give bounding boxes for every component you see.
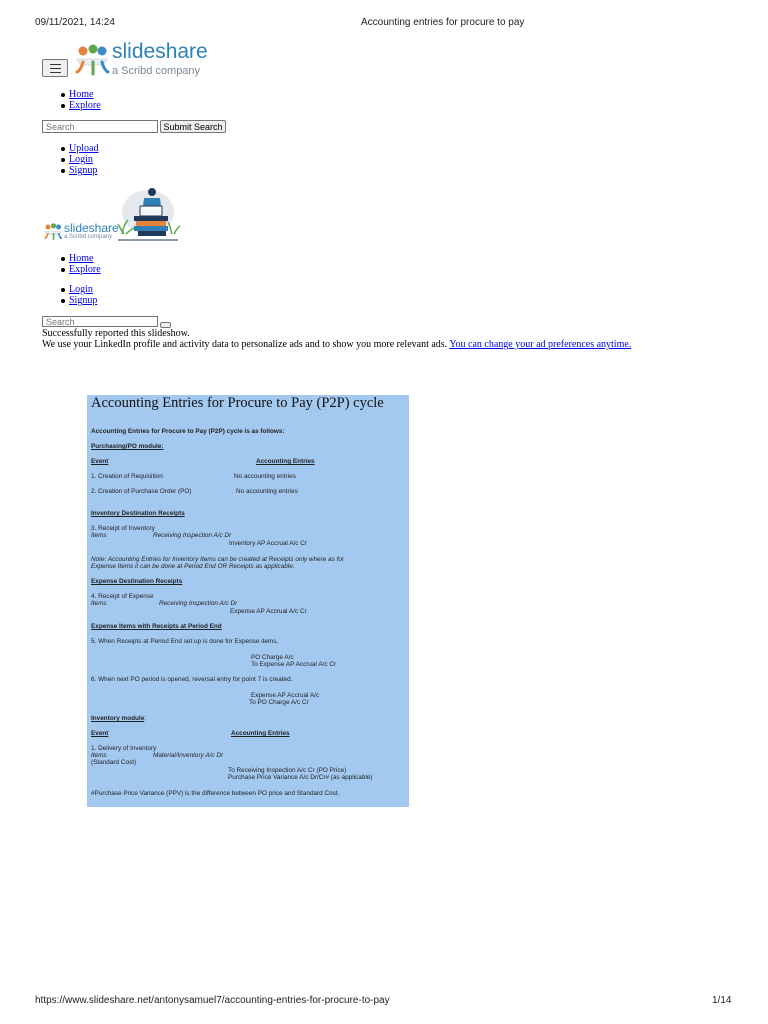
entry-items: Items — [91, 752, 107, 759]
nav-item-home — [42, 89, 101, 100]
entry-credit: Expense AP Accrual A/c Cr — [230, 608, 307, 615]
signup-link-secondary[interactable]: Signup — [69, 295, 98, 306]
nav-item-explore — [42, 100, 101, 111]
note-text: Expense Items it can be done at Period End OR Receipts as applicable. — [91, 563, 295, 570]
entry-event: 1. Creation of Requisition — [91, 473, 163, 480]
col-header-event: Event — [91, 458, 109, 465]
entry-items: Items — [91, 532, 107, 539]
entry-event: 3. Receipt of Inventory — [91, 525, 155, 532]
note-text: Note: Accounting Entries for Inventory Items can be created at Receipts only where as for — [91, 556, 345, 563]
entry-credit: Purchase Price Variance A/c Dr/Cr# (as applicable) — [228, 774, 373, 781]
upload-link[interactable]: Upload — [69, 143, 99, 154]
entry-note: (Standard Cost) — [91, 759, 137, 766]
report-confirmation: Successfully reported this slideshow. — [42, 328, 190, 339]
nav-link-home[interactable]: Home — [69, 89, 94, 100]
nav-link-home-secondary[interactable]: Home — [69, 253, 94, 264]
slide-title: Accounting Entries for Procure to Pay (P2P) cycle — [91, 395, 384, 411]
slideshare-logo-icon — [73, 42, 111, 78]
col-header-entries: Accounting Entries — [231, 730, 290, 737]
ad-preferences-link[interactable]: You can change your ad preferences anytime. — [449, 339, 632, 350]
section-heading-text: Inventory module — [91, 715, 145, 722]
slide-intro: Accounting Entries for Procure to Pay (P2P) cycle is as follows: — [91, 428, 285, 435]
entry-debit: Receiving Inspection A/c Dr — [153, 532, 232, 539]
entry-debit: Material/Inventory A/c Dr — [153, 752, 224, 759]
entry-debit: PO Charge A/c — [251, 654, 294, 661]
entry-debit: Receiving Inspection A/c Dr — [159, 600, 238, 607]
nav-item-explore — [42, 264, 101, 275]
nav-item-signup — [42, 165, 98, 176]
entry-event: 5. When Receipts at Period End set up is done for Expense items, — [91, 638, 279, 645]
nav-link-explore-secondary[interactable]: Explore — [69, 264, 101, 275]
print-page-count: 1/14 — [712, 995, 732, 1006]
ads-notice-text: We use your LinkedIn profile and activity data to personalize ads and to show you more relevant ads. — [42, 339, 448, 350]
logo-tagline-small: a Scribd company — [64, 234, 113, 240]
secondary-account-nav — [42, 284, 97, 306]
section-heading — [91, 715, 146, 722]
ppv-note: #Purchase Price Variance (PPV) is the difference between PO price and Standard Cost. — [91, 790, 340, 797]
entry-credit: Inventory AP Accrual A/c Cr — [229, 540, 308, 547]
entry-debit: Expense AP Accrual A/c — [251, 692, 320, 699]
section-heading: Expense Items with Receipts at Period End — [91, 623, 222, 630]
submit-search-button[interactable]: Submit Search — [160, 120, 226, 133]
reading-person-illustration — [112, 184, 182, 244]
ads-notice — [42, 339, 631, 350]
logo-wordmark: slideshare — [112, 40, 208, 63]
col-header-event: Event — [91, 730, 109, 737]
nav-item-login — [42, 154, 98, 165]
slideshare-logo-icon — [42, 222, 64, 242]
nav-item-login — [42, 284, 97, 295]
col-header-entries: Accounting Entries — [256, 458, 315, 465]
nav-item-signup — [42, 295, 97, 306]
logo-tagline: a Scribd company — [112, 65, 201, 77]
print-url: https://www.slideshare.net/antonysamuel7/accounting-entries-for-procure-to-pay — [35, 995, 390, 1006]
entry-event: 6. When next PO period is opened, reversal entry for point 7 is created. — [91, 676, 293, 683]
primary-nav — [42, 89, 101, 111]
section-heading: Inventory Destination Receipts — [91, 510, 185, 517]
entry-credit: To Receiving Inspection A/c Cr (PO Price) — [228, 767, 347, 774]
section-heading: Purchasing/PO module: — [91, 443, 164, 450]
menu-icon-bar — [50, 68, 61, 69]
signup-link[interactable]: Signup — [69, 165, 98, 176]
login-link-secondary[interactable]: Login — [69, 284, 93, 295]
menu-icon-bar — [50, 72, 61, 73]
entry-credit: To Expense AP Accrual A/c Cr — [251, 661, 337, 668]
entry-value: No accounting entries — [236, 488, 298, 495]
account-nav — [42, 143, 98, 176]
secondary-nav — [42, 253, 101, 275]
search-input[interactable] — [42, 120, 158, 133]
login-link[interactable]: Login — [69, 154, 93, 165]
entry-value: No accounting entries — [234, 473, 296, 480]
section-heading-colon: : — [144, 715, 147, 722]
section-heading: Expense Destination Receipts — [91, 578, 183, 585]
entry-event: 4. Receipt of Expense — [91, 593, 154, 600]
menu-icon-bar — [50, 64, 61, 65]
slide-1 — [87, 395, 409, 807]
entry-items: Items — [91, 600, 107, 607]
nav-item-home — [42, 253, 101, 264]
print-page-title: Accounting entries for procure to pay — [361, 17, 525, 28]
entry-event: 2. Creation of Purchase Order (PO) — [91, 488, 192, 495]
entry-credit: To PO Charge A/c Cr — [249, 699, 309, 706]
search-input-secondary[interactable] — [42, 316, 158, 327]
nav-link-explore[interactable]: Explore — [69, 100, 101, 111]
print-timestamp: 09/11/2021, 14:24 — [35, 17, 115, 28]
logo-wordmark-small: slideshare — [64, 221, 119, 235]
menu-button[interactable] — [42, 59, 68, 77]
entry-event: 1. Delivery of Inventory — [91, 745, 157, 752]
nav-item-upload — [42, 143, 98, 154]
